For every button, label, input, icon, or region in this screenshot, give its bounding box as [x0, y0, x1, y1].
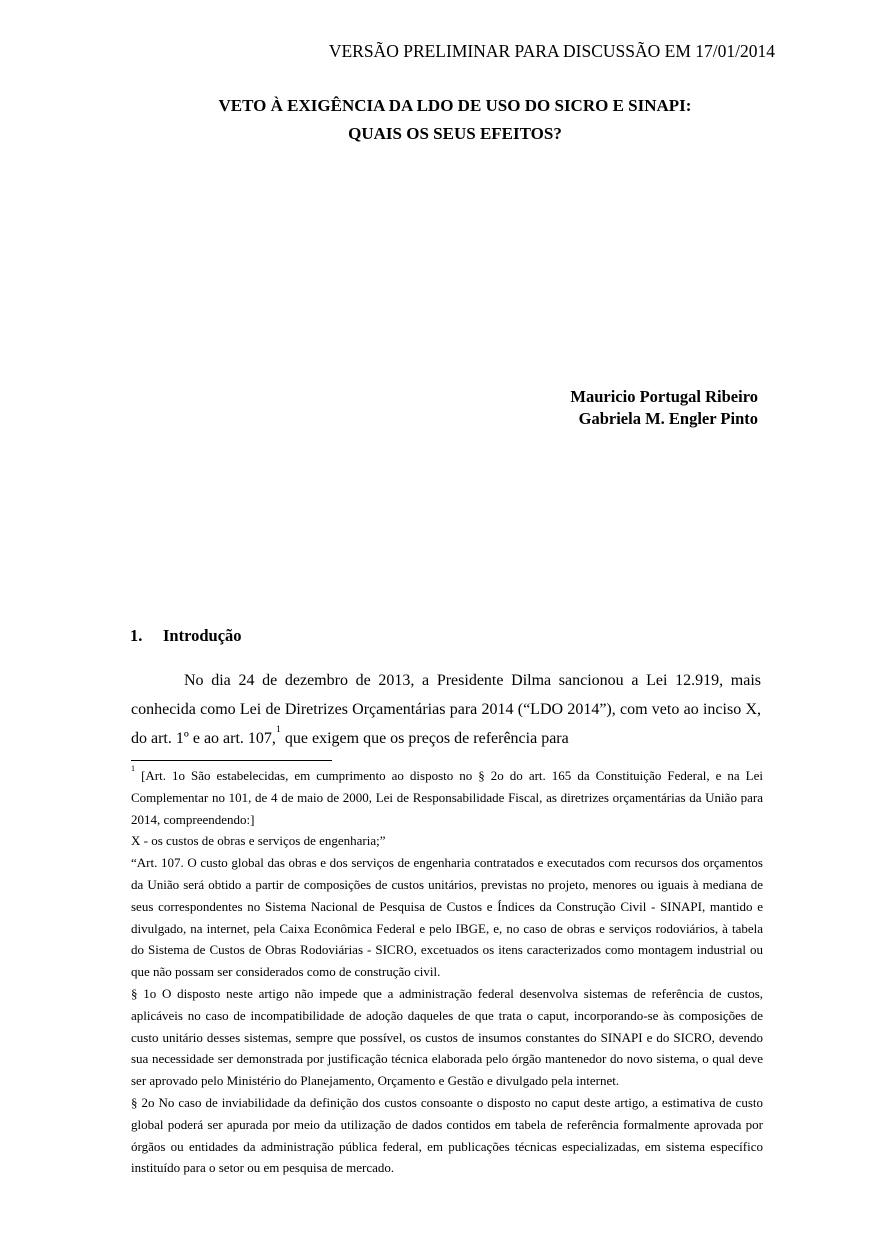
author-name-1: Mauricio Portugal Ribeiro — [570, 387, 758, 406]
section-title: Introdução — [163, 626, 242, 645]
footnote-paragraph-5: § 2o No caso de inviabilidade da definição dos custos consoante o disposto no caput deste artigo, a estimativa de custo global poderá ser apurada por meio da utilização de dados contidos em tabela de referência formalmente aprovada por órgãos ou entidades da administração pública federal, em publicações técnicas especializadas, em sistema específico instituído para o setor ou em pesquisa de mercado. — [131, 1094, 763, 1176]
footnote-reference-1: 1 — [275, 723, 281, 735]
footnote-marker-1: 1 — [131, 764, 136, 774]
footnote-paragraph-1-text: [Art. 1o São estabelecidas, em cumprimento ao disposto no § 2o do art. 165 da Constituição Federal, e na Lei Complementar no 101, de 4 de maio de 2000, Lei de Responsabilidade Fiscal, as diretrizes orçamentárias da União para 2014, compreendendo:] — [131, 768, 764, 827]
intro-paragraph-text: No dia 24 de dezembro de 2013, a Presidente Dilma sancionou a Lei 12.919, mais conhecida como Lei de Diretrizes Orçamentárias para 2014 (“LDO 2014”), com veto ao inciso X, do art. 1º e ao art. 107, — [131, 672, 761, 747]
footnote-separator-rule — [131, 760, 332, 761]
document-title — [140, 92, 770, 148]
author-name-2: Gabriela M. Engler Pinto — [578, 409, 758, 428]
section-number: 1. — [130, 626, 143, 645]
footnote-block — [131, 765, 763, 1179]
footnote-paragraph-4: § 1o O disposto neste artigo não impede que a administração federal desenvolva sistemas de referência de custos, aplicáveis no caso de incompatibilidade de adoção daqueles de que trata o caput, incorporando-se às composições de custo unitário desses sistemas, sempre que possível, os custos de insumos constantes do SINAPI e do SICRO, devendo sua necessidade ser demonstrada por justificação técnica elaborada pelo órgão mantenedor do novo sistema, o qual deve ser aprovado pelo Ministério do Planejamento, Orçamento e Gestão e divulgado pela internet. — [131, 985, 763, 1089]
document-title-line-2: QUAIS OS SEUS EFEITOS? — [348, 124, 562, 143]
footnote-paragraph-1 — [131, 765, 763, 830]
footnote-paragraph-2: X - os custos de obras e serviços de engenharia;” — [131, 833, 386, 849]
document-title-line-1: VETO À EXIGÊNCIA DA LDO DE USO DO SICRO E SINAPI: — [218, 96, 692, 115]
section-heading-introducao — [130, 625, 242, 647]
intro-paragraph — [131, 667, 761, 753]
authors-block — [570, 386, 758, 430]
version-header-note: VERSÃO PRELIMINAR PARA DISCUSSÃO EM 17/01/2014 — [328, 41, 775, 61]
footnote-paragraph-3: “Art. 107. O custo global das obras e dos serviços de engenharia contratados e executados com recursos dos orçamentos da União será obtido a partir de composições de custos unitários, previstas no projeto, menores ou iguais à mediana de seus correspondentes no Sistema Nacional de Pesquisa de Custos e Índices da Construção Civil - SINAPI, mantido e divulgado, na internet, pela Caixa Econômica Federal e pelo IBGE, e, no caso de obras e serviços rodoviários, à tabela do Sistema de Custos de Obras Rodoviárias - SICRO, excetuados os itens caracterizados como montagem industrial ou que não possam ser considerados como de construção civil. — [131, 855, 763, 980]
intro-paragraph-text-continued: que exigem que os preços de referência para — [280, 729, 569, 747]
